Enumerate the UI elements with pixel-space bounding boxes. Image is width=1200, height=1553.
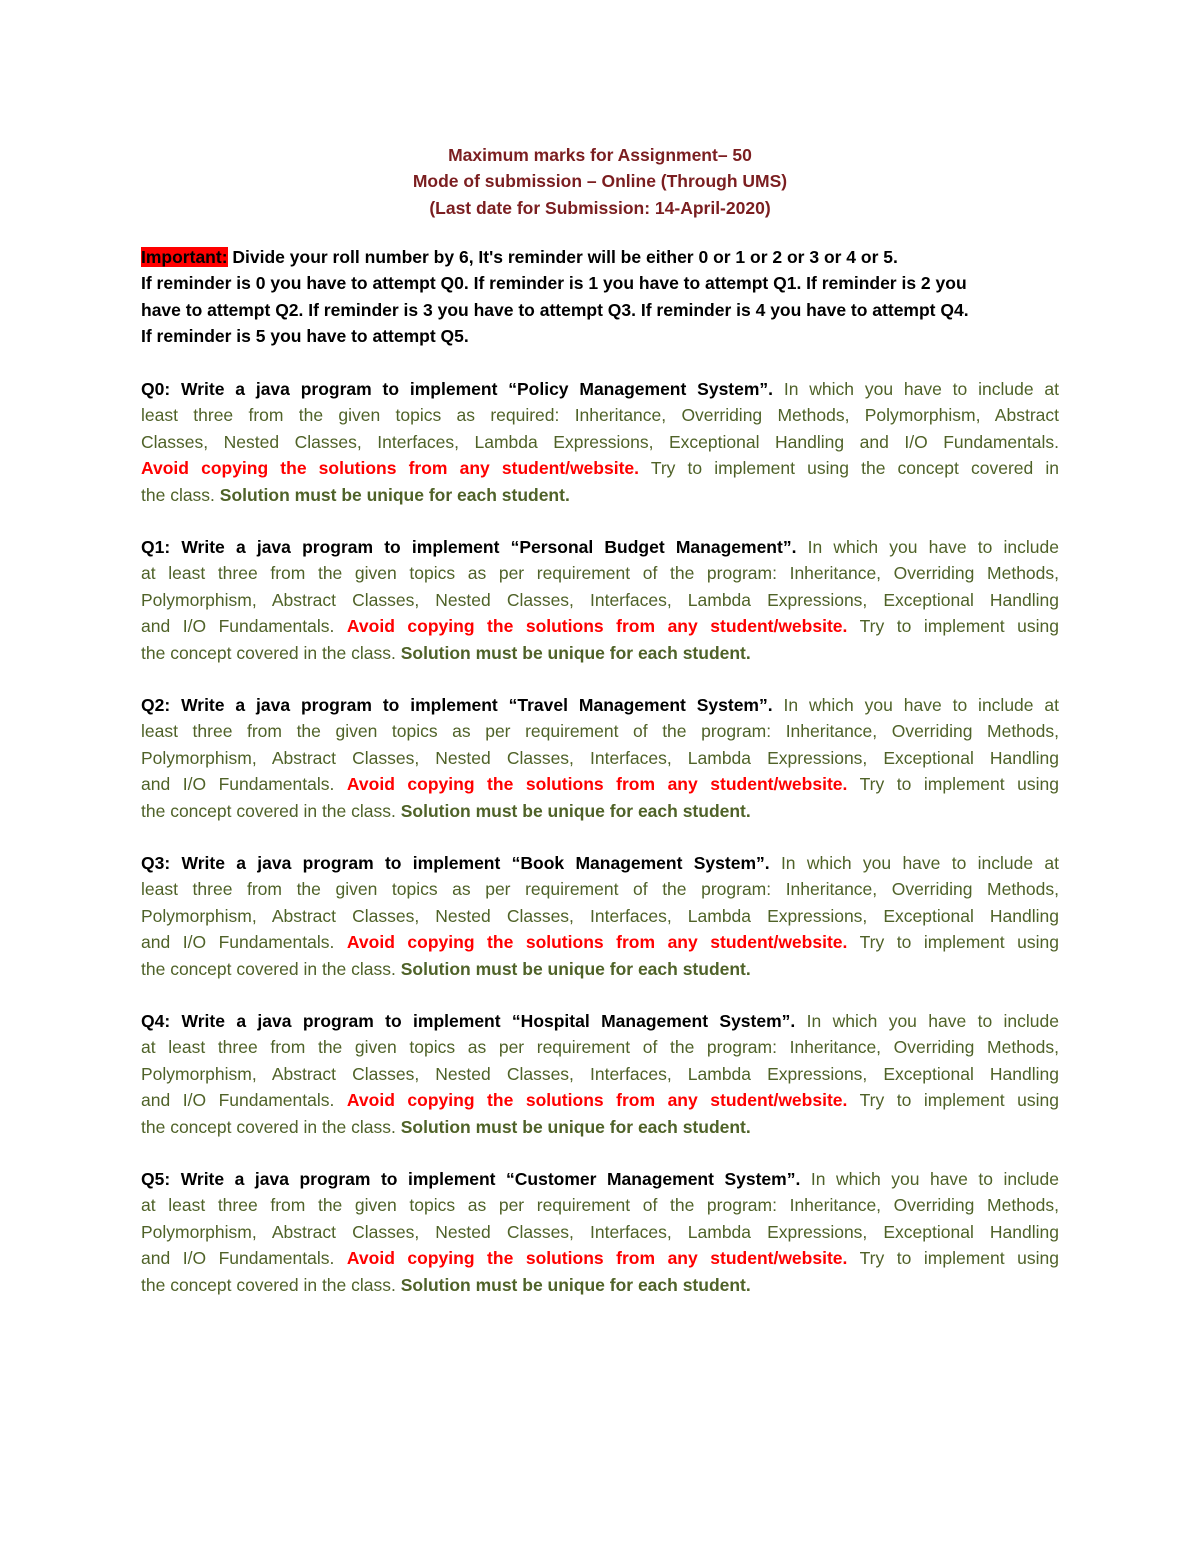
question-body-text: Try to implement using — [847, 616, 1060, 637]
submission-mode-line: Mode of submission – Online (Through UMS) — [412, 171, 788, 192]
question-heading: Q1: Write a java program to implement “Personal Budget Management”. — [141, 537, 797, 557]
question-body-text: Try to implement using — [847, 1248, 1060, 1269]
unique-solution-note: Solution must be unique for each student. — [400, 1116, 751, 1137]
question-body-text: In which you have to include — [795, 1011, 1059, 1031]
question-heading: Q0: Write a java program to implement “Policy Management System”. — [141, 379, 774, 399]
question-line: Polymorphism, Abstract Classes, Nested Classes, Interfaces, Lambda Expressions, Exceptional Handling — [141, 1221, 1059, 1242]
question-line — [141, 534, 1059, 560]
instruction-divide-text: Divide your roll number by 6, It's reminder will be either 0 or 1 or 2 or 3 or 4 or 5. — [227, 247, 898, 267]
question-body-text: the concept covered in the class. — [141, 1116, 401, 1137]
question-body-text: In which you have to include at — [772, 695, 1060, 715]
question-line: at least three from the given topics as per requirement of the program: Inheritance, Overriding Methods, — [141, 1037, 1059, 1058]
question-q5 — [141, 1166, 1059, 1298]
question-body-text: Try to implement using the concept covered in — [639, 458, 1059, 479]
question-body-text: and I/O Fundamentals. — [141, 932, 347, 953]
question-heading: Q2: Write a java program to implement “Travel Management System”. — [141, 695, 773, 715]
question-line — [141, 1272, 1059, 1298]
question-body-text: Try to implement using — [847, 1090, 1060, 1111]
max-marks-line: Maximum marks for Assignment– 50 — [448, 145, 752, 165]
question-line: Classes, Nested Classes, Interfaces, Lambda Expressions, Exceptional Handling and I/O Fundamentals. — [141, 431, 1059, 452]
question-line: least three from the given topics as per requirement of the program: Inheritance, Overriding Methods, — [141, 721, 1059, 742]
question-body-text: the concept covered in the class. — [141, 1274, 401, 1295]
question-line — [141, 613, 1059, 639]
question-body-text: and I/O Fundamentals. — [141, 616, 347, 637]
question-heading: Q4: Write a java program to implement “Hospital Management System”. — [141, 1011, 796, 1031]
question-line — [141, 482, 1059, 508]
question-line — [141, 771, 1059, 797]
question-body-text: In which you have to include — [800, 1169, 1059, 1189]
question-line — [141, 956, 1059, 982]
question-line — [141, 1245, 1059, 1271]
unique-solution-note: Solution must be unique for each student. — [400, 958, 751, 979]
unique-solution-note: Solution must be unique for each student. — [400, 1274, 751, 1295]
question-line: at least three from the given topics as per requirement of the program: Inheritance, Overriding Methods, — [141, 1195, 1059, 1216]
question-line — [141, 640, 1059, 666]
question-body-text: the concept covered in the class. — [141, 642, 401, 663]
question-body-text: Try to implement using — [847, 774, 1060, 795]
question-line: Polymorphism, Abstract Classes, Nested Classes, Interfaces, Lambda Expressions, Exceptional Handling — [141, 747, 1059, 768]
question-q4 — [141, 1008, 1059, 1140]
question-body-text: and I/O Fundamentals. — [141, 774, 347, 795]
question-q1 — [141, 534, 1059, 666]
instruction-line-4: If reminder is 5 you have to attempt Q5. — [141, 326, 469, 347]
question-body-text: the class. — [141, 484, 220, 505]
question-line — [141, 1008, 1059, 1034]
question-line — [141, 929, 1059, 955]
question-body-text: and I/O Fundamentals. — [141, 1090, 347, 1111]
question-q0 — [141, 376, 1059, 508]
question-line — [141, 1087, 1059, 1113]
unique-solution-note: Solution must be unique for each student. — [219, 484, 570, 505]
question-body-text: the concept covered in the class. — [141, 800, 401, 821]
question-body-text: the concept covered in the class. — [141, 958, 401, 979]
question-line: least three from the given topics as per requirement of the program: Inheritance, Overriding Methods, — [141, 879, 1059, 900]
copy-warning: Avoid copying the solutions from any student/website. — [346, 774, 848, 795]
question-line: Polymorphism, Abstract Classes, Nested Classes, Interfaces, Lambda Expressions, Exceptional Handling — [141, 589, 1059, 610]
last-date-line: (Last date for Submission: 14-April-2020) — [429, 197, 771, 218]
question-line — [141, 850, 1059, 876]
important-label: Important: — [141, 247, 228, 267]
question-body-text: In which you have to include at — [773, 379, 1059, 399]
instruction-line-2: If reminder is 0 you have to attempt Q0. If reminder is 1 you have to attempt Q1. If reminder is 2 you — [141, 273, 967, 294]
copy-warning: Avoid copying the solutions from any student/website. — [346, 1248, 848, 1269]
question-line — [141, 692, 1059, 718]
copy-warning: Avoid copying the solutions from any student/website. — [346, 1090, 848, 1111]
question-line — [141, 455, 1059, 481]
question-line: Polymorphism, Abstract Classes, Nested Classes, Interfaces, Lambda Expressions, Exceptional Handling — [141, 905, 1059, 926]
copy-warning: Avoid copying the solutions from any student/website. — [141, 458, 639, 479]
question-body-text: and I/O Fundamentals. — [141, 1248, 347, 1269]
question-line — [141, 1114, 1059, 1140]
question-line: at least three from the given topics as per requirement of the program: Inheritance, Overriding Methods, — [141, 563, 1059, 584]
question-line — [141, 376, 1059, 402]
question-line: Polymorphism, Abstract Classes, Nested Classes, Interfaces, Lambda Expressions, Exceptional Handling — [141, 1063, 1059, 1084]
assignment-header — [140, 142, 1060, 221]
question-q2 — [141, 692, 1059, 824]
question-line — [141, 798, 1059, 824]
copy-warning: Avoid copying the solutions from any student/website. — [346, 616, 848, 637]
question-heading: Q3: Write a java program to implement “Book Management System”. — [141, 853, 770, 873]
unique-solution-note: Solution must be unique for each student. — [400, 642, 751, 663]
instruction-line-1 — [141, 244, 1059, 270]
question-line: least three from the given topics as required: Inheritance, Overriding Methods, Polymorphism, Abstract — [141, 405, 1059, 426]
question-body-text: In which you have to include at — [769, 853, 1059, 873]
question-line — [141, 1166, 1059, 1192]
instruction-line-3: have to attempt Q2. If reminder is 3 you have to attempt Q3. If reminder is 4 you have to attempt Q4. — [141, 299, 969, 320]
copy-warning: Avoid copying the solutions from any student/website. — [346, 932, 848, 953]
unique-solution-note: Solution must be unique for each student. — [400, 800, 751, 821]
question-body-text: In which you have to include — [796, 537, 1059, 557]
instructions-block — [141, 244, 1059, 350]
question-heading: Q5: Write a java program to implement “Customer Management System”. — [141, 1169, 801, 1189]
question-body-text: Try to implement using — [847, 932, 1060, 953]
question-q3 — [141, 850, 1059, 982]
